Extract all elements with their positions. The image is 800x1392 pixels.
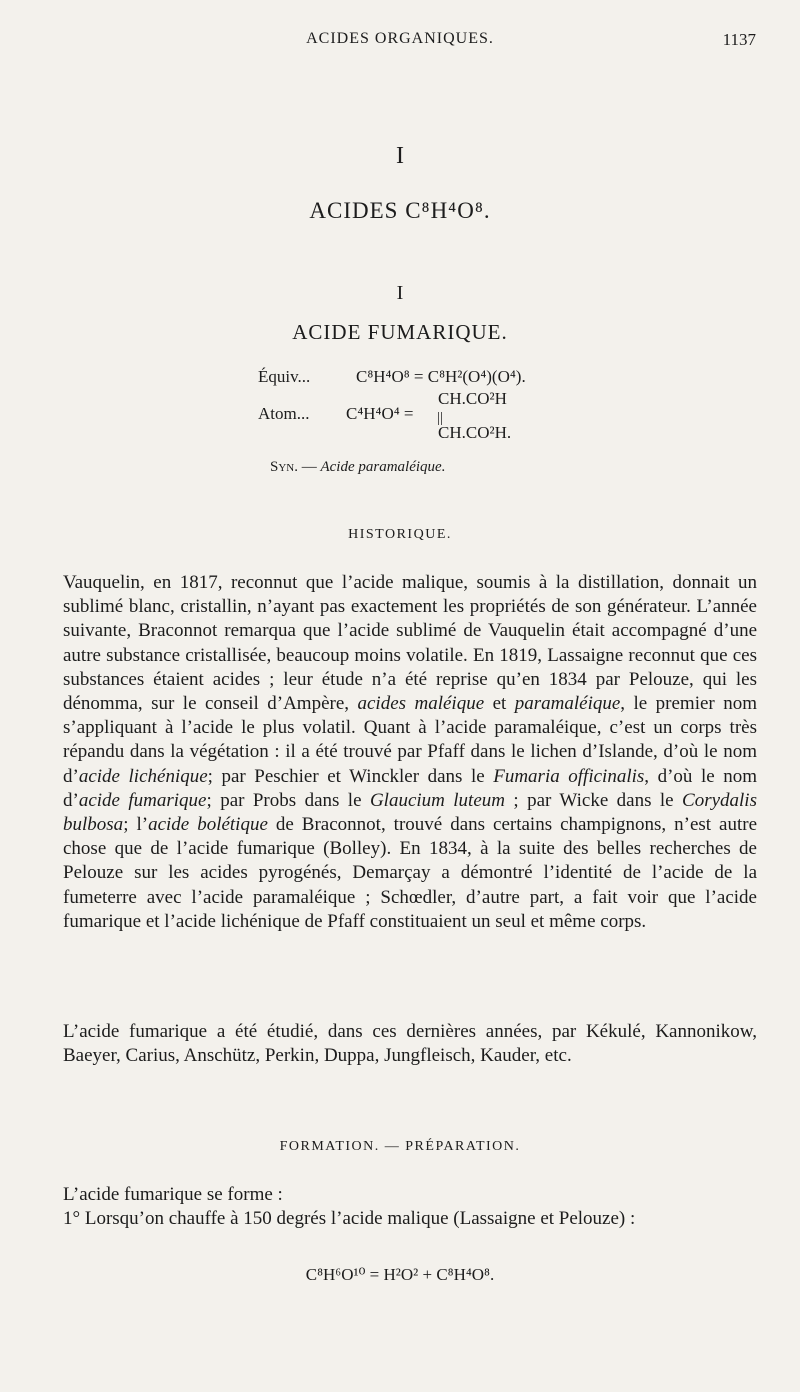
atom-formula: C⁴H⁴O⁴ =: [346, 404, 414, 423]
historique-heading: HISTORIQUE.: [348, 527, 452, 542]
formation-equation: C⁸H⁶O¹⁰ = H²O² + C⁸H⁴O⁸.: [305, 1265, 495, 1284]
historique-paragraph-1: [63, 571, 757, 934]
p1-italic-7: Fumaria officinalis: [493, 765, 645, 787]
synonym-line: [270, 459, 445, 476]
p1-italic-13: Corydalis bulbosa: [63, 789, 757, 836]
p1-italic-5: acide lichénique: [78, 765, 208, 787]
equiv-label: Équiv...: [258, 367, 311, 386]
struct-formula-top: CH.CO²H: [438, 389, 507, 408]
p1-text-4: , le premier nom s’appliquant à l’acide le plus volatil. Quant à l’acide paramaléique, c’est un corps très répandu dans la végétation : il a été trouvé par Pfaff dans le lichen d’Islande, d’où le nom d’: [63, 693, 757, 787]
p1-text-16: de Braconnot, trouvé dans certains champignons, n’est autre chose que de l’acide fumarique (Bolley). En 1834, à la suite des belles recherches de Pelouze sur les acides pyrogénés, Demarçay a démontré l’identité de l’acide de la fumeterre avec l’acide paramaléique ; Schœdler, d’autre part, a fait voir que l’acide fumarique et l’acide lichénique de Pfaff constituaient un seul et même corps.: [63, 814, 758, 932]
subsection-title: ACIDE FUMARIQUE.: [292, 320, 508, 344]
running-title: ACIDES ORGANIQUES.: [306, 30, 494, 47]
p1-text-14: ; l’: [123, 814, 149, 836]
subsection-number: I: [396, 282, 404, 304]
synonym-value: Acide paramaléique.: [320, 459, 446, 475]
historique-paragraph-2: L’acide fumarique a été étudié, dans ces dernières années, par Kékulé, Kannonikow, Baeyer, Carius, Anschütz, Perkin, Duppa, Jungfleisch, Kauder, etc.: [63, 1021, 757, 1067]
p1-text-10: ; par Probs dans le: [206, 789, 370, 811]
atom-label: Atom...: [258, 404, 310, 423]
equiv-formula: C⁸H⁴O⁸ = C⁸H²(O⁴)(O⁴).: [356, 367, 526, 386]
p1-text-0: Vauquelin, en 1817, reconnut que l’acide malique, soumis à la distillation, donnait un sublimé blanc, cristallin, n’ayant pas exactement les propriétés de son générateur. L’année suivante, Braconnot remarqua que l’acide sublimé de Vauquelin était accompagné d’une autre substance cristallisée, beaucoup moins volatile. En 1819, Lassaigne reconnut que ces substances étaient acides ; leur étude n’a été reprise qu’en 1834 par Pelouze, qui les dénomma, sur le conseil d’Ampère,: [63, 572, 757, 715]
p1-text-6: ; par Peschier et Winckler dans le: [207, 765, 494, 787]
p1-italic-3: paramaléique: [514, 693, 621, 715]
section-number: I: [396, 143, 404, 169]
synonym-dash: —: [301, 459, 317, 475]
page-number: 1137: [722, 30, 756, 49]
struct-formula-bottom: CH.CO²H.: [438, 423, 512, 442]
formation-item-1: 1° Lorsqu’on chauffe à 150 degrés l’acide malique (Lassaigne et Pelouze) :: [63, 1208, 636, 1229]
double-bond: ||: [437, 410, 444, 426]
section-title: ACIDES C⁸H⁴O⁸.: [309, 198, 491, 223]
formation-intro: L’acide fumarique se forme :: [63, 1184, 283, 1205]
p1-italic-11: Glaucium luteum: [369, 789, 505, 811]
p1-text-8: , d’où le nom d’: [63, 765, 757, 811]
p1-text-12: ; par Wicke dans le: [505, 789, 683, 811]
synonym-label: Syn.: [270, 459, 298, 475]
p1-text-2: et: [484, 693, 515, 715]
formation-heading: FORMATION. — PRÉPARATION.: [279, 1139, 521, 1154]
p1-italic-1: acides maléique: [357, 693, 485, 715]
p1-italic-9: acide fumarique: [78, 789, 207, 811]
p1-italic-15: acide bolétique: [148, 814, 268, 836]
